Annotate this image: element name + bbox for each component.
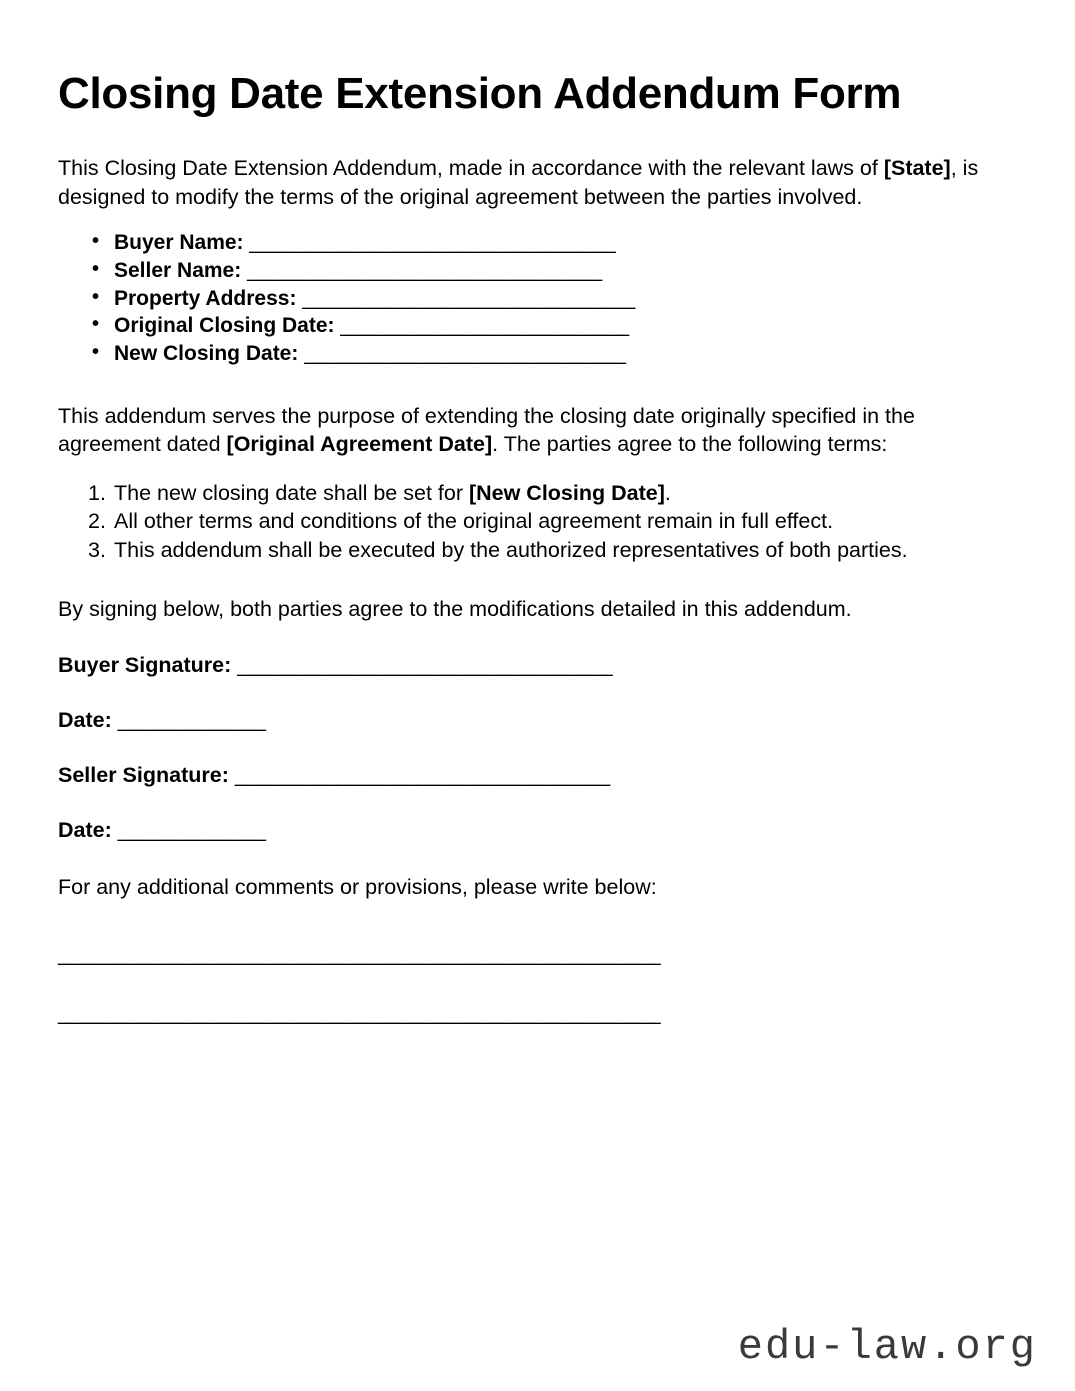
field-row-buyer-name [58, 229, 1012, 257]
field-blank-line[interactable]: ________________________________ [247, 258, 602, 282]
term-item [58, 479, 1012, 508]
intro-paragraph [58, 120, 1012, 211]
intro-text-before: This Closing Date Extension Addendum, made in accordance with the relevant laws of [58, 155, 884, 180]
term-text-after: . [664, 480, 671, 505]
new-closing-date-placeholder: [New Closing Date] [468, 480, 665, 505]
signature-label: Date: [58, 708, 112, 733]
comment-blank-line-1[interactable]: _____________________________________________________ [58, 941, 660, 966]
signature-blank-line[interactable]: _________________________________ [237, 653, 613, 678]
field-label: Seller Name: [114, 258, 242, 282]
term-item [58, 507, 1012, 536]
purpose-text-before: This addendum serves the purpose of extending the closing date originally specified in the agreement dated [58, 403, 915, 457]
signature-blank-line[interactable]: _________________________________ [234, 763, 610, 788]
state-placeholder: [State] [883, 155, 951, 180]
intro-text-after: , is designed to modify the terms of the original agreement between the parties involved. [58, 155, 979, 209]
purpose-paragraph [58, 368, 1012, 459]
term-item [58, 536, 1012, 565]
signature-row-seller [58, 733, 1012, 788]
purpose-text-after: . The parties agree to the following terms: [492, 432, 888, 457]
signing-statement: By signing below, both parties agree to the modifications detailed in this addendum. [58, 596, 852, 621]
field-row-original-closing-date [58, 312, 1012, 340]
signature-row-seller-date [58, 788, 1012, 843]
comments-prompt: For any additional comments or provisions, please write below: [58, 875, 657, 900]
term-text-before: All other terms and conditions of the original agreement remain in full effect. [114, 509, 834, 534]
field-label: Property Address: [114, 286, 297, 310]
field-blank-line[interactable]: _____________________________ [304, 341, 626, 365]
field-blank-line[interactable]: _________________________________ [249, 231, 616, 255]
signature-row-buyer [58, 623, 1012, 678]
original-agreement-date-placeholder: [Original Agreement Date] [226, 432, 493, 457]
field-list [58, 211, 1012, 368]
signature-label: Date: [58, 818, 112, 843]
site-watermark: edu-law.org [737, 1323, 1037, 1371]
term-text-before: This addendum shall be executed by the authorized representatives of both parties. [114, 538, 908, 563]
field-row-new-closing-date [58, 340, 1012, 368]
signature-row-buyer-date [58, 678, 1012, 733]
signature-label: Seller Signature: [58, 763, 229, 788]
signature-blank-line[interactable]: _____________ [117, 818, 266, 843]
field-row-seller-name [58, 257, 1012, 285]
field-blank-line[interactable]: ______________________________ [302, 286, 635, 310]
signature-blank-line[interactable]: _____________ [117, 708, 266, 733]
field-row-property-address [58, 285, 1012, 313]
comment-blank-line-2[interactable]: _____________________________________________________ [58, 1000, 660, 1025]
signature-label: Buyer Signature: [58, 653, 232, 678]
term-text-before: The new closing date shall be set for [114, 480, 469, 505]
field-label: New Closing Date: [114, 341, 299, 365]
field-label: Buyer Name: [114, 231, 244, 255]
terms-list [58, 459, 1012, 565]
field-blank-line[interactable]: __________________________ [340, 314, 629, 338]
page-title: Closing Date Extension Addendum Form [58, 69, 902, 118]
field-label: Original Closing Date: [114, 314, 335, 338]
